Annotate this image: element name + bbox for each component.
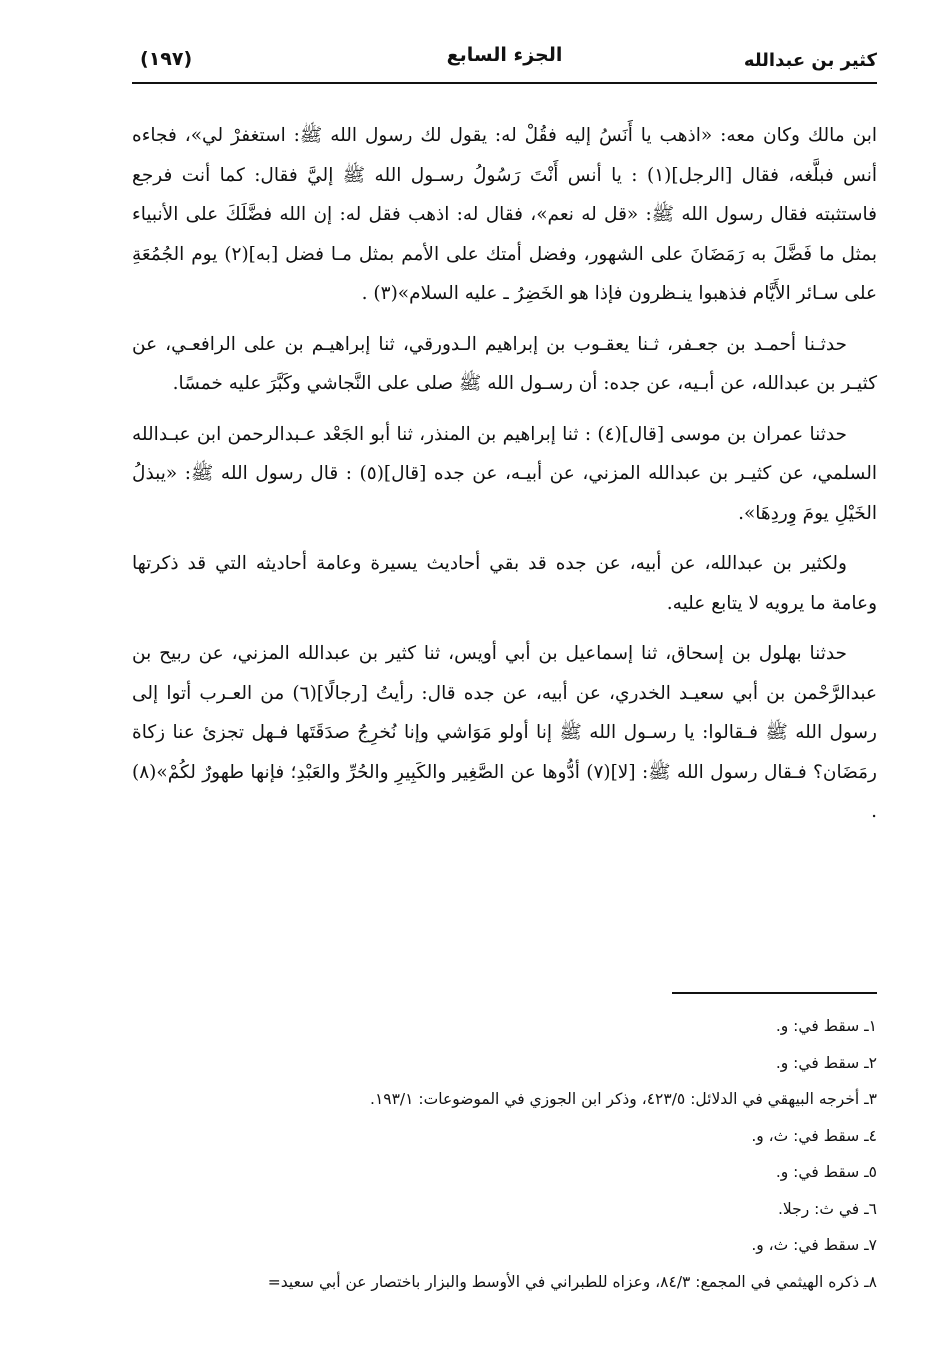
paragraph: حدثنا عمران بن موسى [قال](٤) : ثنا إبراهيم بن المنذر، ثنا أبو الجَعْد عـبدالرحمن ابن عبـدالله السلمي، عن كثيـر بن عبدالله المزني، عن أبيـه، عن جده [قال](٥) : قال رسول الله ﷺ: «يبذلُ الخَيْلِ يومَ وِردِهَا». [132,423,877,524]
paragraph: حدثنا بهلول بن إسحاق، ثنا إسماعيل بن أبي أويس، ثنا كثير بن عبدالله المزني، عن ربيح بن عبدالرَّحْمن بن أبي سعيـد الخدري، عن أبيه، عن جده قال: رأيتُ [رجالًا](٦) من العـرب أتوا إلى رسول الله ﷺ فـقالوا: يا رسـول الله ﷺ إنا أولو مَوَاشي وإنا نُخرِجُ صدَقَتَها فـهل تجزئ عنا زكاة رمَضَان؟ فـقال رسول الله ﷺ: [لا](٧) أدُّوها عن الصَّغِير والكَبِيرِ والحُرِّ والعَبْدِ؛ فإنها طهورٌ لكُمْ»(٨) . [132,643,877,822]
paragraph: حدثـنا أحمـد بن جعـفر، ثـنا يعقـوب بن إبراهيم الـدورقي، ثنا إبراهيـم بن على الرافعـي، عن كثيـر بن عبدالله، عن أبـيه، عن جده: أن رسـول الله ﷺ صلى على النَّجاشي وكَبَّرَ عليه خمسًا. [132,333,877,394]
footnote-item: ٥ـ سقط في: و. [775,1163,877,1181]
footnote-item: ١ـ سقط في: و. [775,1017,877,1035]
footnote-item: ٧ـ سقط في: ث، و. [751,1236,877,1254]
page-header [132,38,877,84]
page-number: (١٩٧) [140,48,193,70]
volume-title: الجزء السابع [446,44,563,66]
running-title: كثير بن عبدالله [743,50,877,71]
main-text [132,116,877,843]
footnote-item: ٣ـ أخرجه البيهقي في الدلائل: ٤٢٣/٥، وذكر ابن الجوزي في الموضوعات: ١٩٣/١. [370,1090,877,1108]
paragraph: ولكثير بن عبدالله، عن أبيه، عن جده قد بقي أحاديث يسيرة وعامة أحاديثه التي قد ذكرتها وعامة ما يرويه لا يتابع عليه. [132,553,877,614]
footnote-divider [672,992,877,994]
footnote-item: ٦ـ في ث: رجلا. [777,1199,877,1218]
footnotes-list [90,1008,877,1300]
paragraph: ابن مالك وكان معه: «اذهب يا أَنَسُ إليه فقُلْ له: يقول لك رسول الله ﷺ: استغفرْ لي»، فجاءه أنس فبلَّغه، فقال [الرجل](١) : يا أنس أَنْتَ رَسُولُ رسـول الله ﷺ إليَّ فقال: كما أنت فرجع فاستثبته فقال رسول الله ﷺ: «قل له نعم»، فقال له: اذهب فقل له: إن الله فضَّلَكَ على الأنبياء بمثل ما فَضَّلَ به رَمَضَانَ على الشهور، وفضل أمتك على الأمم بمثل مـا فضل [به](٢) يوم الجُمُعَةِ على سـائر الأَيَّام فذهبوا ينـظرون فإذا هو الخَضِرُ ـ عليه السلام»(٣) . [132,125,878,304]
footnote-item: ٢ـ سقط في: و. [775,1053,877,1072]
footnote-item: ٤ـ سقط في: ث، و. [751,1126,877,1145]
footnote-item: ٨ـ ذكره الهيثمي في المجمع: ٨٤/٣، وعزاه للطبراني في الأوسط والبزار باختصار عن أبي سعيد= [267,1272,877,1291]
